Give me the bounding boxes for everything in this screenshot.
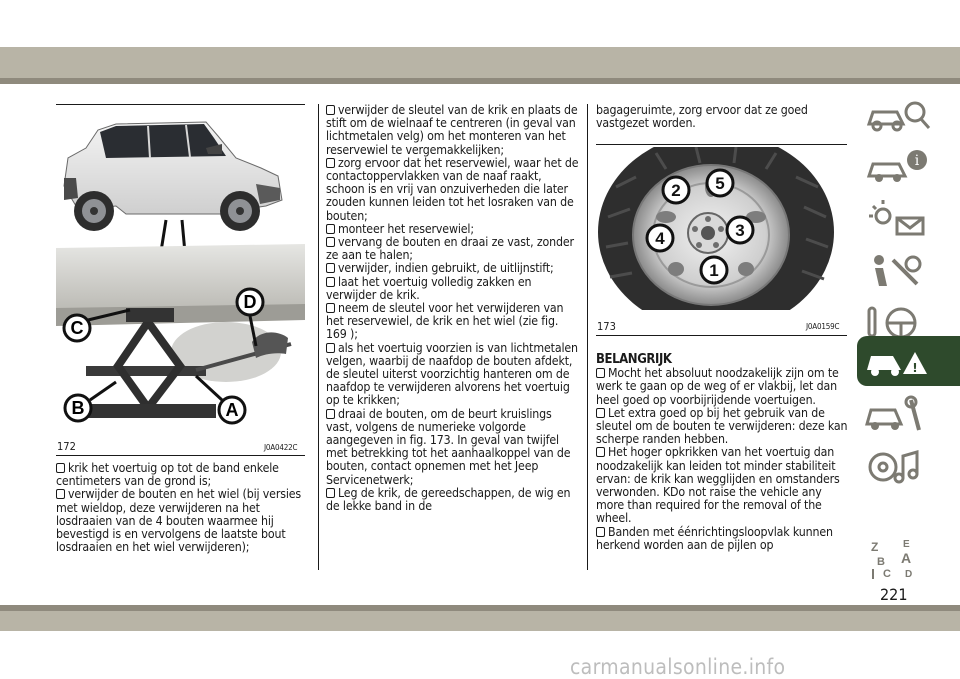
svg-text:A: A bbox=[901, 550, 912, 566]
checkbox-bullet-icon bbox=[326, 343, 335, 353]
figure-172-code: J0A0422C bbox=[264, 443, 298, 452]
car-info-icon bbox=[869, 150, 927, 182]
tab-warning-lights[interactable] bbox=[857, 194, 960, 244]
bolt-label-3: 3 bbox=[735, 221, 745, 240]
bolt-label-2: 2 bbox=[671, 181, 681, 200]
section-sidebar bbox=[857, 0, 960, 678]
checkbox-bullet-icon bbox=[56, 489, 65, 499]
figure-173-wheel-illustration bbox=[596, 147, 847, 310]
label-a: A bbox=[225, 400, 239, 420]
tab-car-info[interactable] bbox=[857, 142, 960, 192]
instruction-item: neem de sleutel voor het verwijderen van het reservewiel, de krik en het wiel (zie fig. 169 ); bbox=[326, 301, 564, 342]
tab-airbag-seat[interactable] bbox=[857, 246, 960, 296]
instruction-item: verwijder de bouten en het wiel (bij versies met wieldop, deze verwijderen na het losdraaien van de 4 bouten waarmee hij bevestigd is en vervolgens de laatste bout losdraaien en het wiel verwijderen); bbox=[56, 487, 302, 555]
checkbox-bullet-icon bbox=[326, 224, 335, 234]
checkbox-bullet-icon bbox=[326, 105, 335, 115]
column-divider bbox=[587, 104, 588, 570]
tab-car-service[interactable] bbox=[857, 390, 960, 440]
steering-wheel-icon bbox=[869, 308, 915, 337]
figure-172-bottom-rule bbox=[56, 455, 305, 456]
column-3-top bbox=[596, 104, 848, 130]
instruction-item: laat het voertuig volledig zakken en verwijder de krik. bbox=[326, 274, 532, 302]
checkbox-bullet-icon bbox=[326, 409, 335, 419]
page-number: 221 bbox=[880, 585, 908, 604]
warning-item: Het hoger opkrikken van het voertuig dan noodzakelijk kan leiden tot minder stabiliteit ervan: de krik kan wegglijden en omstanders verwonden. KDo not raise the vehicle any more than required for the removal of the wheel. bbox=[596, 445, 840, 526]
label-d: D bbox=[243, 292, 257, 312]
warning-lights-icon bbox=[869, 200, 923, 234]
instruction-item: als het voertuig voorzien is van lichtmetalen velgen, waarbij de naafdop de bouten afdekt, de sleutel uiterst voorzichtig hanteren om de naafdop te verwijderen alvorens het voertuig op te krikken; bbox=[326, 340, 578, 408]
svg-text:D: D bbox=[905, 569, 913, 580]
tab-index[interactable] bbox=[857, 533, 960, 583]
checkbox-bullet-icon bbox=[596, 527, 605, 537]
car-emergency-icon bbox=[867, 352, 927, 376]
figure-173-code: J0A0159C bbox=[806, 322, 840, 331]
instruction-item: Leg de krik, de gereedschappen, de wig en de lekke band in de bbox=[326, 485, 571, 514]
warning-heading: BELANGRIJK bbox=[596, 352, 672, 367]
instruction-item: krik het voertuig op tot de band enkele centimeters van de grond is; bbox=[56, 461, 279, 489]
tab-car-emergency[interactable] bbox=[857, 336, 960, 386]
svg-text:i: i bbox=[914, 153, 920, 169]
checkbox-bullet-icon bbox=[596, 447, 605, 457]
warning-item: Banden met éénrichtingsloopvlak kunnen herkend worden aan de pijlen op bbox=[596, 524, 833, 552]
checkbox-bullet-icon bbox=[56, 463, 65, 473]
figure-172-jack-illustration bbox=[56, 108, 305, 431]
bolt-label-1: 1 bbox=[709, 261, 719, 280]
index-icon bbox=[871, 539, 912, 580]
continuation-text: bagageruimte, zorg ervoor dat ze goed vastgezet worden. bbox=[596, 103, 808, 131]
column-divider bbox=[318, 104, 319, 570]
warning-item: Let extra goed op bij het gebruik van de sleutel om de bouten te verwijderen: deze kan scherpe randen hebben. bbox=[596, 405, 848, 447]
car-search-icon bbox=[869, 103, 929, 130]
checkbox-bullet-icon bbox=[596, 368, 605, 378]
column-1 bbox=[56, 462, 308, 554]
tab-car-search[interactable] bbox=[857, 90, 960, 140]
instruction-item: verwijder, indien gebruikt, de uitlijnstift; bbox=[326, 262, 580, 275]
svg-text:E: E bbox=[903, 539, 910, 550]
instruction-item: monteer het reservewiel; bbox=[326, 223, 580, 236]
column-3-bottom bbox=[596, 353, 850, 552]
airbag-seat-icon bbox=[874, 255, 920, 286]
checkbox-bullet-icon bbox=[596, 408, 605, 418]
car-service-icon bbox=[867, 397, 919, 430]
figure-173-top-rule bbox=[596, 144, 847, 145]
checkbox-bullet-icon bbox=[326, 303, 335, 313]
watermark: carmanualsonline.info bbox=[570, 655, 786, 679]
instruction-item: verwijder de sleutel van de krik en plaats de stift om de wielnaaf te centreren (in geval van lichtmetalen velg) om het monteren van het reservewiel te vergemakkelijken; bbox=[326, 103, 578, 157]
figure-173-number: 173 bbox=[597, 320, 616, 333]
checkbox-bullet-icon bbox=[326, 237, 335, 247]
tab-media[interactable] bbox=[857, 442, 960, 492]
label-b: B bbox=[71, 398, 85, 418]
checkbox-bullet-icon bbox=[326, 488, 335, 498]
header-band-line bbox=[0, 78, 960, 84]
label-c: C bbox=[70, 318, 84, 338]
warning-item: Mocht het absoluut noodzakelijk zijn om te werk te gaan op de weg of er vlakbij, let dan heel goed op voorbijrijdende voertuigen. bbox=[596, 366, 839, 407]
checkbox-bullet-icon bbox=[326, 263, 335, 273]
svg-text:Z: Z bbox=[871, 540, 879, 554]
figure-173-bottom-rule bbox=[596, 335, 847, 336]
column-2 bbox=[326, 104, 580, 513]
bolt-label-5: 5 bbox=[715, 174, 725, 193]
figure-172-top-rule bbox=[56, 104, 305, 105]
instruction-item: zorg ervoor dat het reservewiel, waar het de contactoppervlakken van de naaf raakt, schoon is en vrij van onzuiverheden die later zouden kunnen leiden tot het losraken van de bouten; bbox=[326, 155, 579, 223]
instruction-item: vervang de bouten en draai ze vast, zonder ze aan te halen; bbox=[326, 235, 574, 263]
checkbox-bullet-icon bbox=[326, 158, 335, 168]
header-band bbox=[0, 47, 960, 78]
figure-172-number: 172 bbox=[57, 440, 76, 453]
instruction-item: draai de bouten, om de beurt kruislings vast, volgens de numerieke volgorde aangegeven in fig. 173. In geval van twijfel met betrekking tot het aanhaalkoppel van de bouten, contact opnemen met het Jeep Servicenetwerk; bbox=[326, 406, 571, 487]
svg-text:C: C bbox=[883, 568, 891, 580]
media-icon bbox=[870, 452, 917, 482]
bolt-label-4: 4 bbox=[655, 229, 665, 248]
checkbox-bullet-icon bbox=[326, 277, 335, 287]
svg-text:!: ! bbox=[912, 361, 918, 375]
svg-text:B: B bbox=[877, 556, 885, 568]
footer-band bbox=[0, 611, 960, 631]
